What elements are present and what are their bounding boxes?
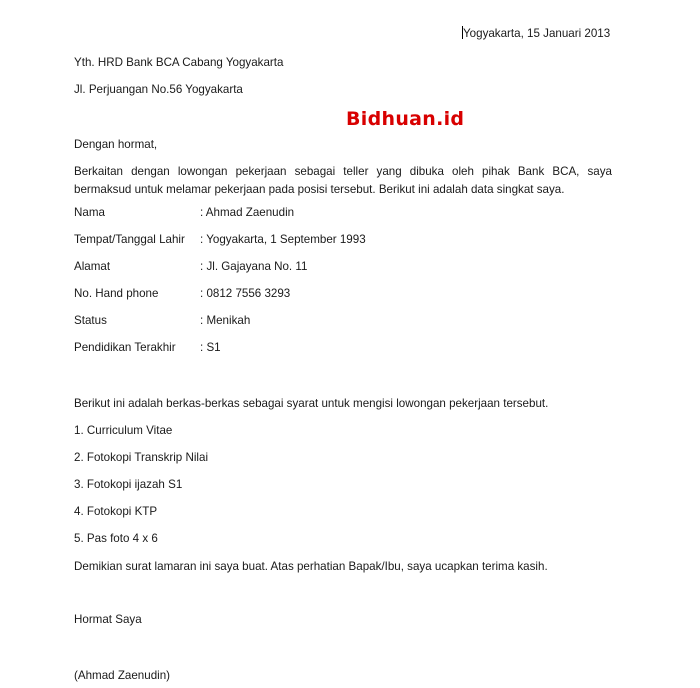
regards: Hormat Saya <box>74 613 142 626</box>
recipient-address: Jl. Perjuangan No.56 Yogyakarta <box>74 83 243 96</box>
data-value: : Menikah <box>200 314 251 327</box>
letter-date-text: Yogyakarta, 15 Januari 2013 <box>463 27 611 40</box>
data-value: : S1 <box>200 341 221 354</box>
data-label: No. Hand phone <box>74 287 159 300</box>
letter-date <box>462 26 610 40</box>
signature-name: (Ahmad Zaenudin) <box>74 669 171 682</box>
attachment-item: 4. Fotokopi KTP <box>74 505 158 518</box>
data-value: : Jl. Gajayana No. 11 <box>200 260 308 273</box>
attachment-item: 3. Fotokopi ijazah S1 <box>74 478 183 491</box>
attachments-intro: Berikut ini adalah berkas-berkas sebagai syarat untuk mengisi lowongan pekerjaan tersebut. <box>74 397 549 410</box>
recipient-line: Yth. HRD Bank BCA Cabang Yogyakarta <box>74 56 284 69</box>
data-label: Status <box>74 314 107 327</box>
attachment-item: 1. Curriculum Vitae <box>74 424 173 437</box>
data-value: : Ahmad Zaenudin <box>200 206 295 219</box>
data-label: Tempat/Tanggal Lahir <box>74 233 185 246</box>
data-value: : Yogyakarta, 1 September 1993 <box>200 233 366 246</box>
data-label: Pendidikan Terakhir <box>74 341 176 354</box>
data-label: Alamat <box>74 260 111 273</box>
intro-line-2: bermaksud untuk melamar pekerjaan pada posisi tersebut. Berikut ini adalah data singkat saya. <box>74 183 565 196</box>
data-value: : 0812 7556 3293 <box>200 287 291 300</box>
watermark-logo: Bidhuan.id <box>346 108 465 130</box>
attachment-item: 2. Fotokopi Transkrip Nilai <box>74 451 209 464</box>
closing-paragraph: Demikian surat lamaran ini saya buat. Atas perhatian Bapak/Ibu, saya ucapkan terima kasih. <box>74 560 548 573</box>
greeting: Dengan hormat, <box>74 138 158 151</box>
intro-line-1: Berkaitan dengan lowongan pekerjaan sebagai teller yang dibuka oleh pihak Bank BCA, saya <box>74 165 612 178</box>
data-label: Nama <box>74 206 105 219</box>
attachment-item: 5. Pas foto 4 x 6 <box>74 532 158 545</box>
intro-paragraph <box>74 163 612 199</box>
